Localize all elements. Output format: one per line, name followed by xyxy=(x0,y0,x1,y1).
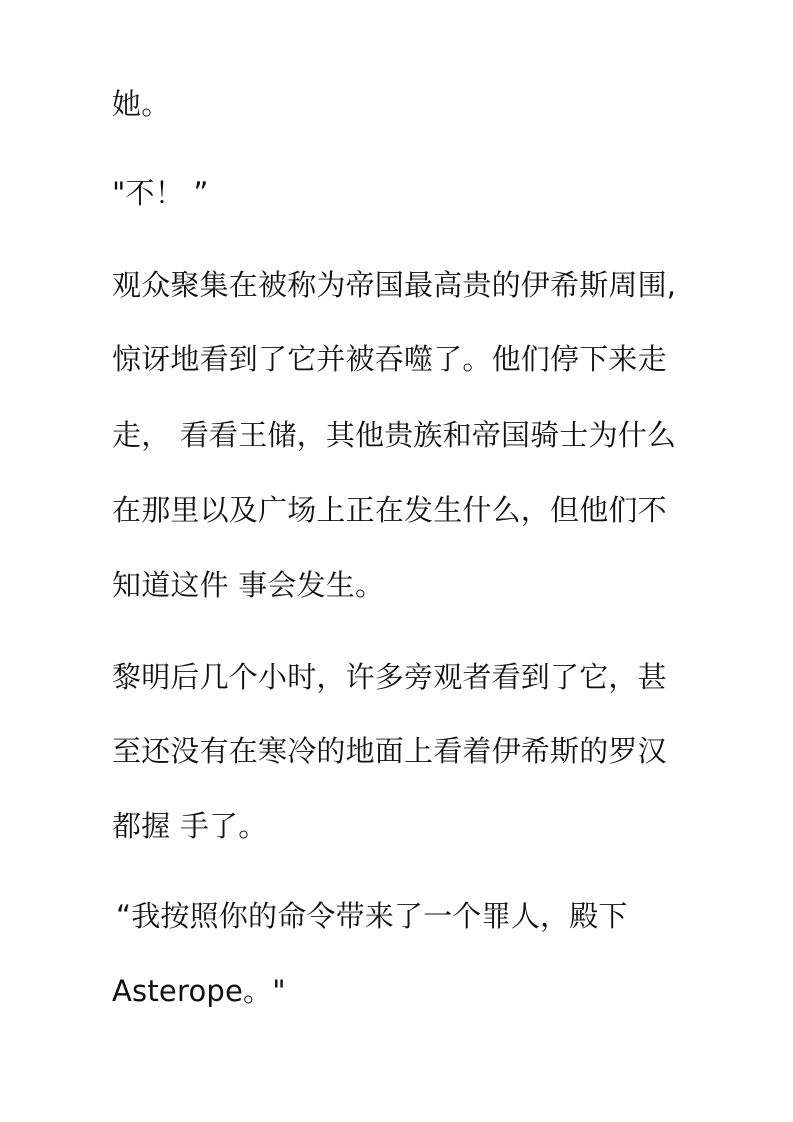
paragraph-1-line-1: 她。 xyxy=(112,87,171,121)
paragraph-4-line-3: 都握 手了。 xyxy=(112,809,268,843)
paragraph-3-line-3: 走， 看看王储，其他贵族和帝国骑士为什么 xyxy=(112,418,677,452)
paragraph-3-line-4: 在那里以及广场上正在发生什么，但他们不 xyxy=(112,493,667,527)
paragraph-5-line-2: Asterope。" xyxy=(112,974,286,1008)
paragraph-5-line-1: “我按照你的命令带来了一个罪人，殿下 xyxy=(116,899,628,933)
paragraph-4-line-2: 至还没有在寒冷的地面上看着伊希斯的罗汉 xyxy=(112,734,667,768)
paragraph-3-line-1: 观众聚集在被称为帝国最高贵的伊希斯周围, xyxy=(112,268,677,302)
paragraph-3-line-5: 知道这件 事会发生。 xyxy=(112,568,385,602)
paragraph-2-line-1: "不！ ” xyxy=(112,176,209,210)
paragraph-3-line-2: 惊讶地看到了它并被吞噬了。他们停下来走 xyxy=(112,342,667,376)
paragraph-4-line-1: 黎明后几个小时，许多旁观者看到了它，甚 xyxy=(112,660,667,694)
